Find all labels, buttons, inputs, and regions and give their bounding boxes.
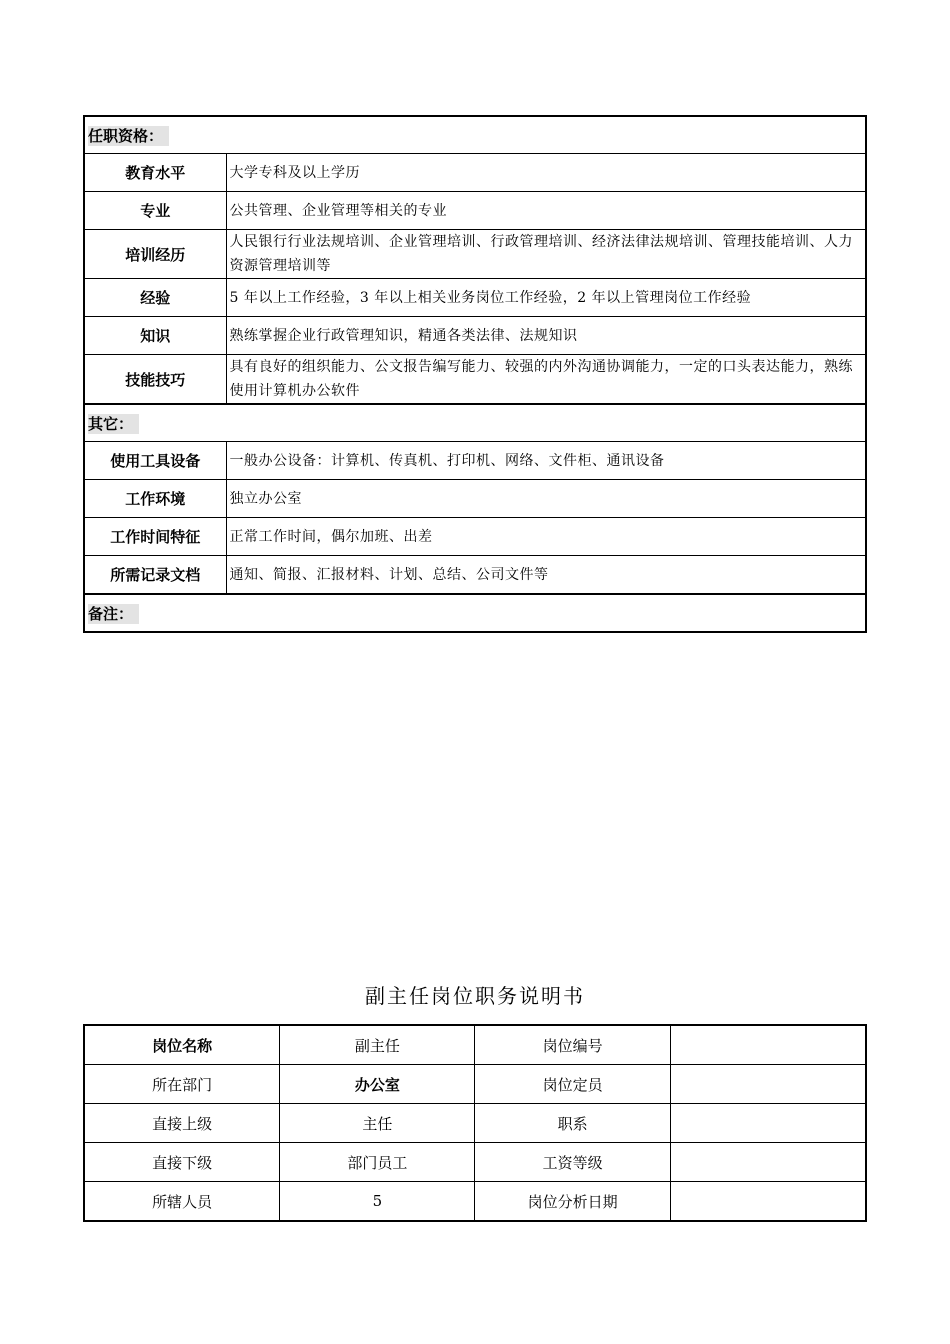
row-label: 技能技巧 bbox=[84, 355, 226, 405]
table-row bbox=[84, 230, 866, 279]
qualification-table bbox=[83, 115, 867, 633]
cell-value bbox=[670, 1182, 866, 1222]
row-value: 5 年以上工作经验，3 年以上相关业务岗位工作经验，2 年以上管理岗位工作经验 bbox=[226, 279, 866, 317]
table-row bbox=[84, 192, 866, 230]
cell-value: 部门员工 bbox=[280, 1143, 475, 1182]
table-row bbox=[84, 442, 866, 480]
row-value: 通知、简报、汇报材料、计划、总结、公司文件等 bbox=[226, 556, 866, 595]
section-header-notes bbox=[84, 594, 866, 632]
cell-value bbox=[670, 1065, 866, 1104]
cell-label: 直接下级 bbox=[84, 1143, 280, 1182]
cell-value bbox=[670, 1025, 866, 1065]
row-value: 正常工作时间，偶尔加班、出差 bbox=[226, 518, 866, 556]
row-value: 具有良好的组织能力、公文报告编写能力、较强的内外沟通协调能力，一定的口头表达能力，熟练使用计算机办公软件 bbox=[226, 355, 866, 405]
row-value: 一般办公设备：计算机、传真机、打印机、网络、文件柜、通讯设备 bbox=[226, 442, 866, 480]
row-label: 工作时间特征 bbox=[84, 518, 226, 556]
table-row bbox=[84, 317, 866, 355]
section-header-other bbox=[84, 404, 866, 442]
position-info-table bbox=[83, 1024, 867, 1222]
table-row bbox=[84, 480, 866, 518]
cell-label: 岗位编号 bbox=[475, 1025, 670, 1065]
table-row bbox=[84, 1065, 866, 1104]
cell-label: 岗位定员 bbox=[475, 1065, 670, 1104]
cell-value: 5 bbox=[280, 1182, 475, 1222]
row-label: 培训经历 bbox=[84, 230, 226, 279]
table-row bbox=[84, 154, 866, 192]
cell-label: 直接上级 bbox=[84, 1104, 280, 1143]
cell-value: 副主任 bbox=[280, 1025, 475, 1065]
cell-value: 主任 bbox=[280, 1104, 475, 1143]
table-row bbox=[84, 279, 866, 317]
cell-label: 所在部门 bbox=[84, 1065, 280, 1104]
table-row bbox=[84, 518, 866, 556]
section-title: 备注： bbox=[88, 604, 139, 624]
table-row bbox=[84, 556, 866, 595]
cell-value bbox=[670, 1104, 866, 1143]
row-value: 公共管理、企业管理等相关的专业 bbox=[226, 192, 866, 230]
cell-label: 所辖人员 bbox=[84, 1182, 280, 1222]
section-header-qualifications bbox=[84, 116, 866, 154]
row-label: 使用工具设备 bbox=[84, 442, 226, 480]
cell-value: 办公室 bbox=[280, 1065, 475, 1104]
cell-value bbox=[670, 1143, 866, 1182]
row-value: 大学专科及以上学历 bbox=[226, 154, 866, 192]
cell-label: 工资等级 bbox=[475, 1143, 670, 1182]
row-label: 工作环境 bbox=[84, 480, 226, 518]
row-value: 熟练掌握企业行政管理知识，精通各类法律、法规知识 bbox=[226, 317, 866, 355]
table-row bbox=[84, 1143, 866, 1182]
row-value: 人民银行行业法规培训、企业管理培训、行政管理培训、经济法律法规培训、管理技能培训、人力资源管理培训等 bbox=[226, 230, 866, 279]
document-title: 副主任岗位职务说明书 bbox=[365, 984, 585, 1008]
row-label: 知识 bbox=[84, 317, 226, 355]
cell-label: 职系 bbox=[475, 1104, 670, 1143]
table-row bbox=[84, 355, 866, 405]
section-title: 任职资格： bbox=[88, 126, 169, 146]
row-label: 经验 bbox=[84, 279, 226, 317]
cell-label: 岗位分析日期 bbox=[475, 1182, 670, 1222]
row-label: 专业 bbox=[84, 192, 226, 230]
row-label: 教育水平 bbox=[84, 154, 226, 192]
cell-label: 岗位名称 bbox=[84, 1025, 280, 1065]
section-title: 其它： bbox=[88, 414, 139, 434]
table-row bbox=[84, 1182, 866, 1222]
row-value: 独立办公室 bbox=[226, 480, 866, 518]
table-row bbox=[84, 1104, 866, 1143]
row-label: 所需记录文档 bbox=[84, 556, 226, 595]
table-row bbox=[84, 1025, 866, 1065]
